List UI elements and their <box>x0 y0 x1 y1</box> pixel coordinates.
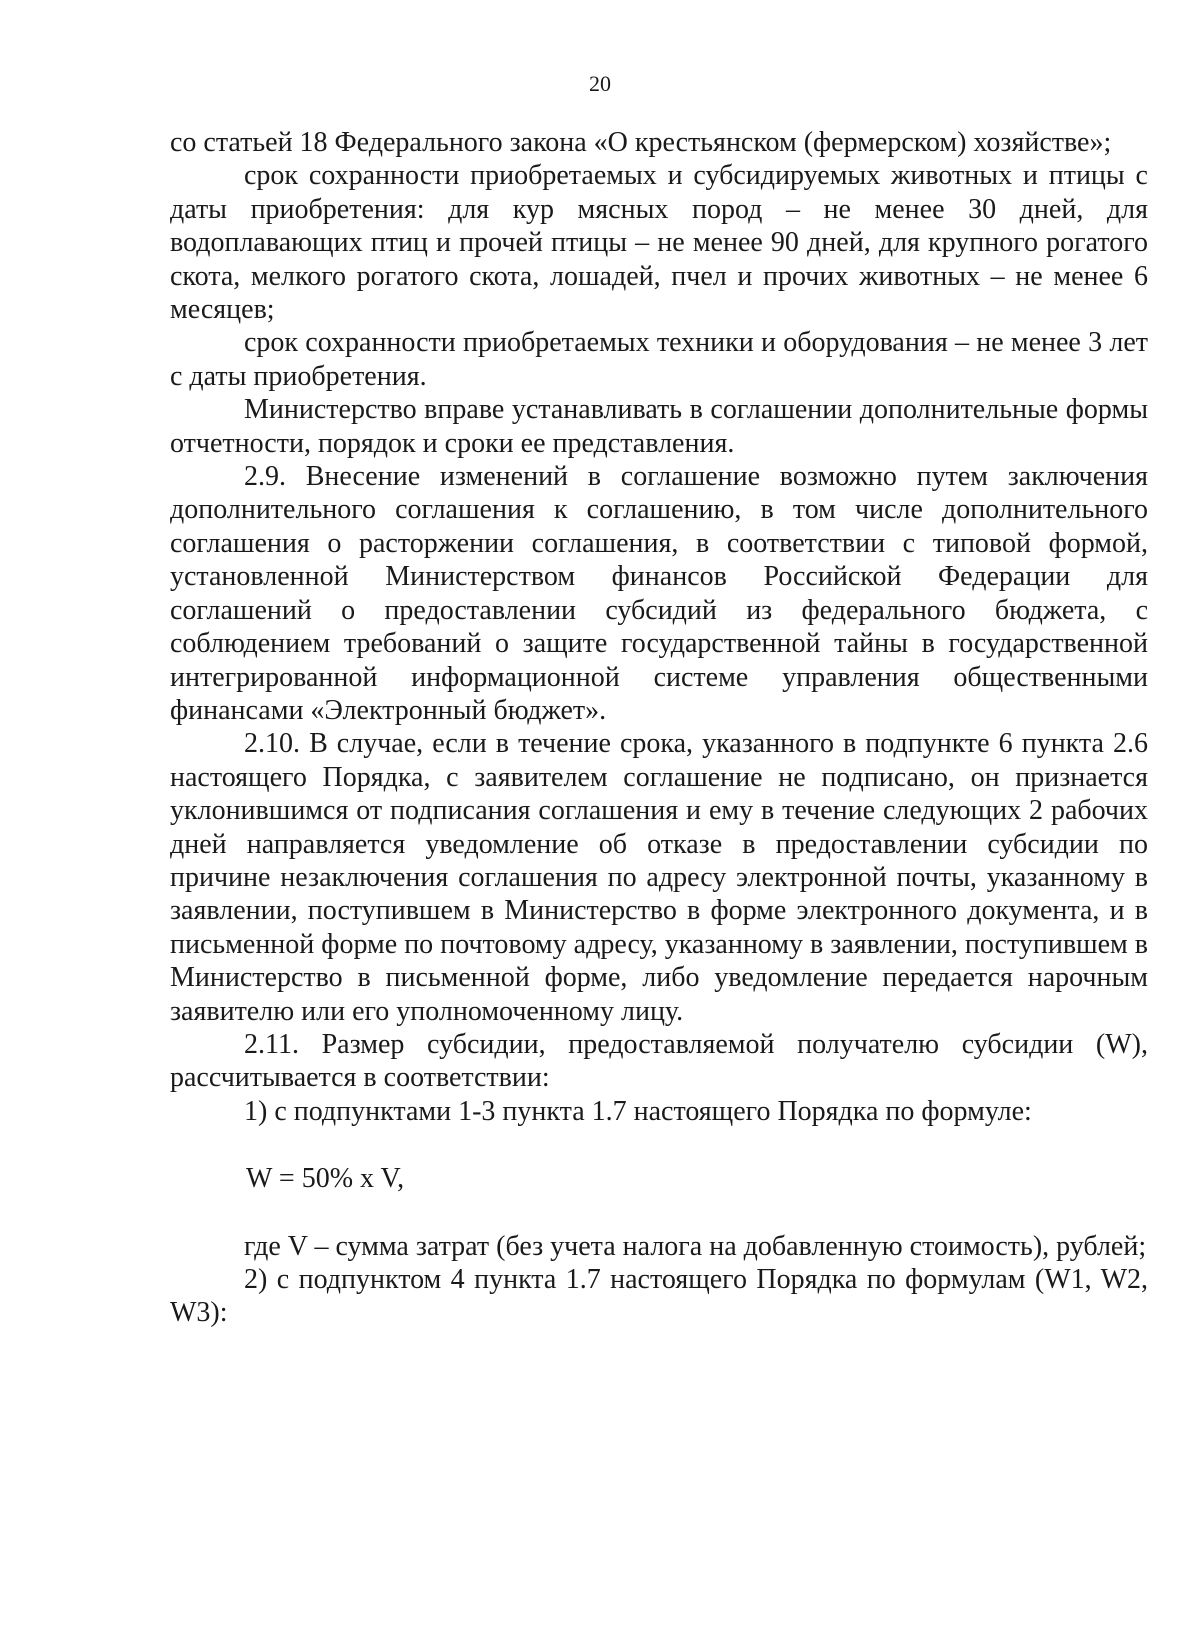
paragraph-2-10: 2.10. В случае, если в течение срока, указанного в подпункте 6 пункта 2.6 настоящего Порядка, с заявителем соглашение не подписано, он признается уклонившимся от подписания соглашения и ему в течение следующих 2 рабочих дней направляется уведомление об отказе в предоставлении субсидии по причине незаключения соглашения по адресу электронной почты, указанному в заявлении, поступившем в Министерство в форме электронного документа, и в письменной форме по почтовому адресу, указанному в заявлении, поступившем в Министерство в письменной форме, либо уведомление передается нарочным заявителю или его уполномоченному лицу. <box>170 728 1148 1027</box>
paragraph-v-definition: где V – сумма затрат (без учета налога на добавленную стоимость), рублей; <box>244 1230 1147 1262</box>
paragraph-equipment-retention: срок сохранности приобретаемых техники и оборудования – не менее 3 лет с даты приобретения. <box>170 327 1148 392</box>
paragraph-subitem-2: 2) с подпунктом 4 пункта 1.7 настоящего Порядка по формулам (W1, W2, W3): <box>170 1264 1148 1329</box>
paragraph-continuation: со статьей 18 Федерального закона «О крестьянском (фермерском) хозяйстве»; <box>170 127 1112 158</box>
formula-w: W = 50% x V, <box>246 1163 405 1195</box>
paragraph-2-9: 2.9. Внесение изменений в соглашение возможно путем заключения дополнительного соглашения к соглашению, в том числе дополнительного соглашения о расторжении соглашения, в соответствии с типовой формой, установленной Министерством финансов Российской Федерации для соглашений о предоставлении субсидий из федерального бюджета, с соблюдением требований о защите государственной тайны в государственной интегрированной информационной системе управления общественными финансами «Электронный бюджет». <box>170 461 1148 726</box>
paragraph-animal-retention: срок сохранности приобретаемых и субсидируемых животных и птицы с даты приобретения: для кур мясных пород – не менее 30 дней, для водоплавающих птиц и прочей птицы – не менее 90 дней, для крупного рогатого скота, мелкого рогатого скота, лошадей, пчел и прочих животных – не менее 6 месяцев; <box>170 160 1148 326</box>
paragraph-2-11: 2.11. Размер субсидии, предоставляемой получателю субсидии (W), рассчитывается в соответствии: <box>170 1028 1148 1094</box>
document-body <box>170 126 1148 1330</box>
paragraph-subitem-1: 1) с подпунктами 1-3 пункта 1.7 настоящего Порядка по формуле: <box>244 1095 1032 1127</box>
page-number: 20 <box>589 71 611 96</box>
paragraph-reporting-forms: Министерство вправе устанавливать в соглашении дополнительные формы отчетности, порядок и сроки ее представления. <box>170 394 1148 459</box>
